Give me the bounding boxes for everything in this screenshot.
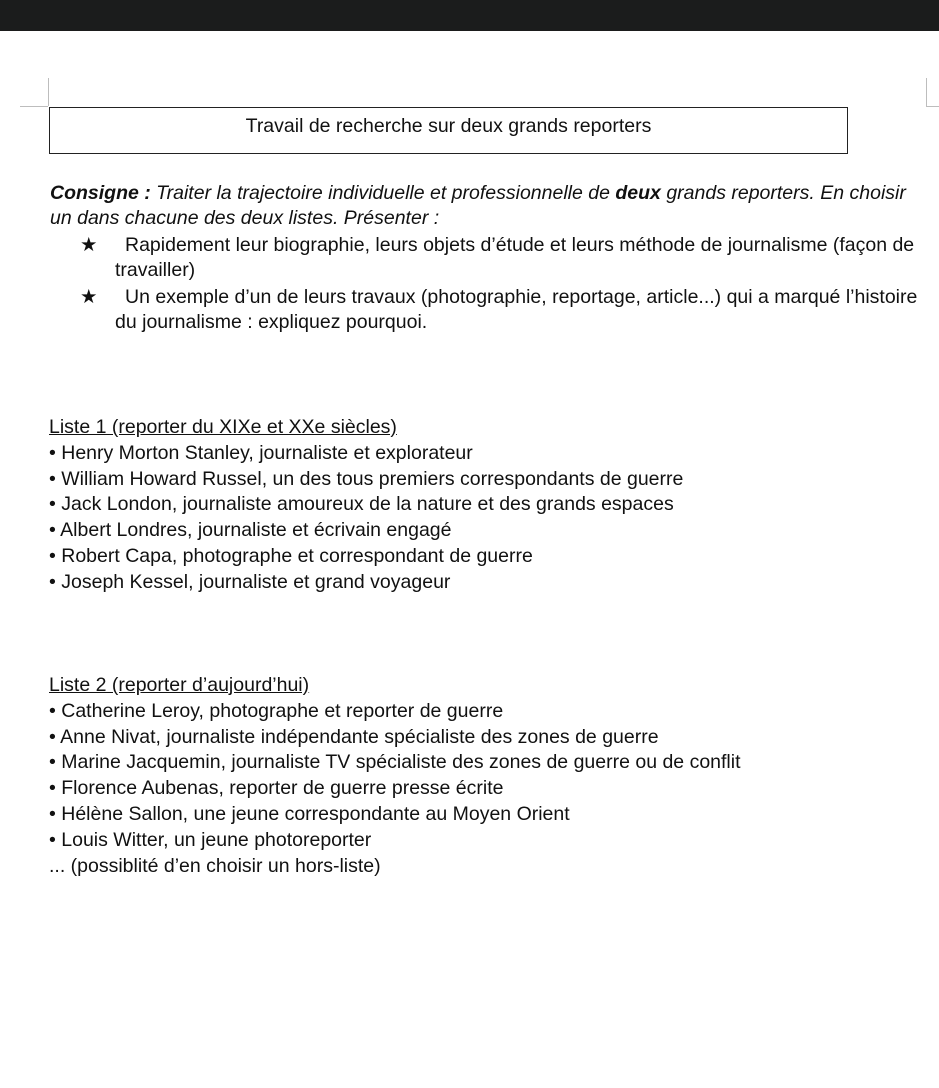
instruction-bullet-text: Rapidement leur biographie, leurs objets d’étude et leurs méthode de journalisme (façon de travailler) — [115, 234, 915, 281]
crop-mark-right-horizontal — [926, 106, 939, 107]
viewer-top-bar — [0, 0, 939, 31]
crop-mark-left-horizontal — [20, 106, 48, 107]
instructions-bullet-list — [80, 233, 930, 337]
instructions-text-part2: grands reporters. En choisir un dans chacune des deux listes. Présenter : — [50, 182, 906, 229]
list-item: • Albert Londres, journaliste et écrivain engagé — [49, 518, 929, 544]
star-bullet-icon: ★ — [80, 234, 98, 256]
list-1-title: Liste 1 (reporter du XIXe et XXe siècles) — [49, 416, 397, 438]
list-item: • Catherine Leroy, photographe et reporter de guerre — [49, 699, 929, 725]
document-title: Travail de recherche sur deux grands reporters — [245, 115, 652, 137]
crop-mark-right-vertical — [926, 78, 927, 106]
list-2-title: Liste 2 (reporter d’aujourd’hui) — [49, 674, 310, 696]
instruction-bullet — [80, 233, 930, 283]
instructions-paragraph — [50, 181, 930, 231]
reporter-list-2 — [49, 673, 929, 879]
instructions-text-part1: Traiter la trajectoire individuelle et professionnelle de — [150, 182, 616, 204]
list-item: • Jack London, journaliste amoureux de la nature et des grands espaces — [49, 492, 929, 518]
instructions-bold-word: deux — [615, 182, 661, 204]
instructions-label: Consigne : — [50, 182, 151, 204]
list-item: • Henry Morton Stanley, journaliste et explorateur — [49, 441, 929, 467]
reporter-list-1 — [49, 415, 929, 596]
list-item: • Joseph Kessel, journaliste et grand voyageur — [49, 570, 929, 596]
list-item: • Florence Aubenas, reporter de guerre presse écrite — [49, 776, 929, 802]
list-item: • Louis Witter, un jeune photoreporter — [49, 828, 929, 854]
instruction-bullet-text: Un exemple d’un de leurs travaux (photographie, reportage, article...) qui a marqué l’histoire du journalisme : expliquez pourquoi. — [115, 286, 918, 333]
list-item: • William Howard Russel, un des tous premiers correspondants de guerre — [49, 467, 929, 493]
list-2-footer: ... (possiblité d’en choisir un hors-liste) — [49, 854, 381, 877]
instruction-bullet — [80, 285, 930, 335]
crop-mark-left-vertical — [48, 78, 49, 106]
star-bullet-icon: ★ — [80, 286, 98, 308]
list-item: • Robert Capa, photographe et correspondant de guerre — [49, 544, 929, 570]
list-item: • Marine Jacquemin, journaliste TV spécialiste des zones de guerre ou de conflit — [49, 750, 929, 776]
list-item: • Anne Nivat, journaliste indépendante spécialiste des zones de guerre — [49, 725, 929, 751]
document-title-box — [49, 107, 848, 154]
list-item: • Hélène Sallon, une jeune correspondante au Moyen Orient — [49, 802, 929, 828]
